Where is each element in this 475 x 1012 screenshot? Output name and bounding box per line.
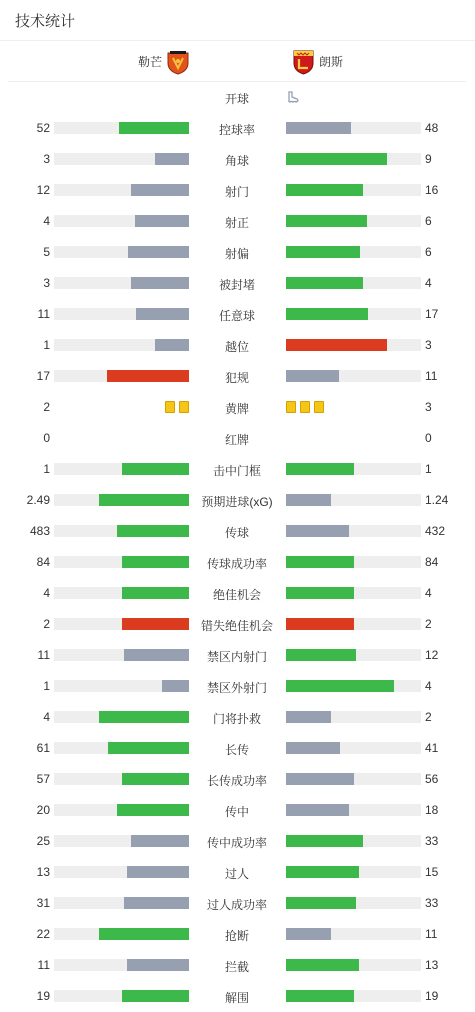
away-stat-bar bbox=[286, 742, 340, 754]
home-stat-bar-track bbox=[54, 122, 189, 134]
home-stat-bar bbox=[128, 246, 189, 258]
away-stat-value: 2 bbox=[425, 617, 432, 631]
home-stat-bar-track bbox=[54, 339, 189, 351]
stat-row bbox=[0, 608, 475, 639]
away-stat-bar bbox=[286, 370, 339, 382]
away-stat-value: 18 bbox=[425, 803, 439, 817]
stat-row bbox=[0, 205, 475, 236]
home-stat-value: 4 bbox=[43, 214, 50, 228]
home-stat-bar bbox=[119, 122, 189, 134]
home-stat-bar-track bbox=[54, 525, 189, 537]
away-stat-value: 3 bbox=[425, 400, 432, 414]
home-stat-bar-track bbox=[54, 494, 189, 506]
home-stat-value: 1 bbox=[43, 679, 50, 693]
home-stat-value: 61 bbox=[36, 741, 50, 755]
stat-label: 错失绝佳机会 bbox=[200, 619, 273, 633]
football-boot-icon bbox=[286, 90, 300, 104]
stat-row bbox=[0, 701, 475, 732]
away-stat-bar-track bbox=[286, 494, 421, 506]
stat-label: 任意球 bbox=[218, 309, 255, 323]
home-stat-bar bbox=[155, 339, 189, 351]
home-stat-value: 3 bbox=[43, 276, 50, 290]
away-stat-bar bbox=[286, 215, 367, 227]
stat-row bbox=[0, 980, 475, 1011]
stat-label: 禁区外射门 bbox=[206, 681, 267, 695]
home-stat-value: 57 bbox=[36, 772, 50, 786]
home-stat-bar bbox=[162, 680, 189, 692]
away-stat-bar bbox=[286, 525, 349, 537]
home-stat-bar-track bbox=[54, 246, 189, 258]
teams-row bbox=[8, 41, 466, 82]
stat-label: 拦截 bbox=[224, 960, 249, 974]
away-stat-bar bbox=[286, 587, 354, 599]
stat-row bbox=[0, 763, 475, 794]
away-stat-bar bbox=[286, 928, 331, 940]
away-stat-value: 84 bbox=[425, 555, 439, 569]
away-stat-bar-track bbox=[286, 308, 421, 320]
yellow-card-icon bbox=[179, 401, 189, 413]
away-cards bbox=[286, 401, 324, 413]
home-stat-value: 84 bbox=[36, 555, 50, 569]
home-stat-value: 2.49 bbox=[26, 493, 50, 507]
away-stat-bar bbox=[286, 339, 387, 351]
home-stat-bar bbox=[131, 835, 189, 847]
away-stat-value: 1.24 bbox=[425, 493, 449, 507]
stat-row bbox=[0, 360, 475, 391]
home-stat-bar bbox=[122, 773, 190, 785]
home-stat-value: 4 bbox=[43, 586, 50, 600]
yellow-card-icon bbox=[300, 401, 310, 413]
home-stat-value: 19 bbox=[36, 989, 50, 1003]
yellow-card-icon bbox=[314, 401, 324, 413]
stat-row bbox=[0, 422, 475, 453]
away-stat-bar-track bbox=[286, 804, 421, 816]
home-stat-bar-track bbox=[54, 153, 189, 165]
away-stat-value: 4 bbox=[425, 276, 432, 290]
away-stat-bar bbox=[286, 494, 331, 506]
home-stat-bar-track bbox=[54, 773, 189, 785]
away-stat-bar bbox=[286, 711, 331, 723]
home-stat-bar-track bbox=[54, 618, 189, 630]
stat-label: 传中 bbox=[224, 805, 249, 819]
stat-row bbox=[0, 143, 475, 174]
stat-row bbox=[0, 236, 475, 267]
home-stat-bar bbox=[99, 711, 189, 723]
stat-label: 预期进球(xG) bbox=[201, 495, 273, 509]
stat-label: 射门 bbox=[224, 185, 249, 199]
home-stat-value: 12 bbox=[36, 183, 50, 197]
home-stat-bar-track bbox=[54, 990, 189, 1002]
home-stat-value: 2 bbox=[43, 400, 50, 414]
away-stat-value: 0 bbox=[425, 431, 432, 445]
stat-row bbox=[0, 577, 475, 608]
stat-label: 长传成功率 bbox=[206, 774, 267, 788]
home-stat-value: 483 bbox=[29, 524, 50, 538]
home-stat-bar bbox=[122, 463, 190, 475]
stat-row bbox=[0, 825, 475, 856]
stat-label: 过人 bbox=[224, 867, 249, 881]
away-stat-bar-track bbox=[286, 928, 421, 940]
away-stat-bar-track bbox=[286, 649, 421, 661]
away-stat-bar-track bbox=[286, 618, 421, 630]
home-stat-bar bbox=[155, 153, 189, 165]
stat-label: 越位 bbox=[224, 340, 249, 354]
away-stat-bar bbox=[286, 277, 363, 289]
away-stat-bar-track bbox=[286, 370, 421, 382]
home-stat-bar-track bbox=[54, 587, 189, 599]
home-stat-value: 2 bbox=[43, 617, 50, 631]
away-stat-bar bbox=[286, 804, 349, 816]
home-stat-bar bbox=[122, 618, 190, 630]
away-stat-bar-track bbox=[286, 215, 421, 227]
away-stat-value: 12 bbox=[425, 648, 439, 662]
away-stat-bar bbox=[286, 680, 394, 692]
home-stat-value: 1 bbox=[43, 462, 50, 476]
away-stat-value: 6 bbox=[425, 245, 432, 259]
home-stat-value: 4 bbox=[43, 710, 50, 724]
home-stat-bar bbox=[127, 866, 189, 878]
away-stat-bar-track bbox=[286, 277, 421, 289]
stat-label: 门将扑救 bbox=[212, 712, 261, 726]
stat-row bbox=[0, 515, 475, 546]
away-stat-bar-track bbox=[286, 959, 421, 971]
home-stat-bar bbox=[131, 184, 189, 196]
home-stat-bar bbox=[124, 649, 189, 661]
home-stat-bar bbox=[108, 742, 189, 754]
home-stat-bar-track bbox=[54, 556, 189, 568]
stat-row bbox=[0, 918, 475, 949]
stat-label: 被封堵 bbox=[218, 278, 255, 292]
home-stat-bar-track bbox=[54, 711, 189, 723]
away-stat-bar-track bbox=[286, 773, 421, 785]
home-stat-bar bbox=[127, 959, 189, 971]
stat-label: 射正 bbox=[224, 216, 249, 230]
away-stat-bar-track bbox=[286, 742, 421, 754]
home-stat-bar bbox=[135, 215, 189, 227]
away-stat-bar bbox=[286, 463, 354, 475]
away-stat-bar-track bbox=[286, 711, 421, 723]
away-stat-value: 16 bbox=[425, 183, 439, 197]
away-stat-value: 11 bbox=[425, 369, 438, 383]
home-stat-bar-track bbox=[54, 835, 189, 847]
home-stat-bar-track bbox=[54, 463, 189, 475]
stat-label: 禁区内射门 bbox=[206, 650, 267, 664]
stat-label: 过人成功率 bbox=[206, 898, 267, 912]
home-stat-value: 17 bbox=[36, 369, 50, 383]
home-stat-value: 13 bbox=[36, 865, 50, 879]
home-stat-bar-track bbox=[54, 277, 189, 289]
stat-row bbox=[0, 453, 475, 484]
home-stat-bar-track bbox=[54, 215, 189, 227]
away-stat-bar bbox=[286, 649, 356, 661]
home-stat-bar-track bbox=[54, 897, 189, 909]
home-stat-bar-track bbox=[54, 370, 189, 382]
away-stat-bar bbox=[286, 773, 354, 785]
page-title: 技术统计 bbox=[15, 13, 76, 30]
home-stat-bar-track bbox=[54, 804, 189, 816]
home-stat-bar-track bbox=[54, 866, 189, 878]
home-stat-value: 11 bbox=[37, 648, 50, 662]
kickoff-label: 开球 bbox=[224, 92, 249, 106]
away-team-crest-icon[interactable] bbox=[293, 48, 314, 75]
stat-row bbox=[0, 887, 475, 918]
kickoff-row bbox=[0, 82, 475, 111]
stat-row bbox=[0, 112, 475, 143]
away-stat-value: 19 bbox=[425, 989, 439, 1003]
away-stat-value: 17 bbox=[425, 307, 439, 321]
stat-label: 传中成功率 bbox=[206, 836, 267, 850]
stat-label: 传球 bbox=[224, 526, 249, 540]
home-stat-bar-track bbox=[54, 184, 189, 196]
away-stat-bar-track bbox=[286, 525, 421, 537]
home-stat-bar bbox=[122, 556, 190, 568]
away-stat-bar bbox=[286, 246, 360, 258]
stats-header bbox=[0, 0, 475, 41]
stat-label: 抢断 bbox=[224, 929, 249, 943]
stat-label: 解围 bbox=[224, 991, 249, 1005]
away-stat-value: 48 bbox=[425, 121, 439, 135]
away-stat-value: 41 bbox=[425, 741, 439, 755]
stat-row bbox=[0, 949, 475, 980]
away-stat-bar bbox=[286, 556, 354, 568]
away-stat-value: 13 bbox=[425, 958, 439, 972]
stat-row bbox=[0, 329, 475, 360]
away-stat-value: 2 bbox=[425, 710, 432, 724]
away-stat-bar-track bbox=[286, 556, 421, 568]
home-stat-value: 22 bbox=[36, 927, 50, 941]
home-stat-bar-track bbox=[54, 959, 189, 971]
away-stat-bar bbox=[286, 618, 354, 630]
stat-label: 长传 bbox=[224, 743, 249, 757]
away-stat-bar bbox=[286, 866, 359, 878]
away-stat-value: 15 bbox=[425, 865, 439, 879]
stat-label: 击中门框 bbox=[212, 464, 261, 478]
home-stat-bar bbox=[117, 804, 189, 816]
home-stat-value: 5 bbox=[43, 245, 50, 259]
stat-row bbox=[0, 298, 475, 329]
stat-row bbox=[0, 484, 475, 515]
away-stat-value: 6 bbox=[425, 214, 432, 228]
away-stat-value: 432 bbox=[425, 524, 446, 538]
away-stat-bar-track bbox=[286, 153, 421, 165]
home-stat-bar-track bbox=[54, 742, 189, 754]
home-stat-bar-track bbox=[54, 649, 189, 661]
away-stat-bar-track bbox=[286, 990, 421, 1002]
away-stat-bar bbox=[286, 122, 351, 134]
away-stat-bar-track bbox=[286, 587, 421, 599]
stat-label: 射偏 bbox=[224, 247, 249, 261]
home-stat-value: 1 bbox=[43, 338, 50, 352]
stat-label: 红牌 bbox=[224, 433, 249, 447]
away-stat-value: 56 bbox=[425, 772, 439, 786]
away-stat-bar-track bbox=[286, 184, 421, 196]
home-stat-value: 31 bbox=[36, 896, 50, 910]
home-stat-value: 3 bbox=[43, 152, 50, 166]
away-stat-bar bbox=[286, 835, 363, 847]
away-stat-bar bbox=[286, 897, 356, 909]
away-stat-bar-track bbox=[286, 680, 421, 692]
home-stat-bar bbox=[131, 277, 189, 289]
home-stat-value: 0 bbox=[43, 431, 50, 445]
home-team-crest-icon[interactable] bbox=[166, 49, 190, 75]
home-stat-bar bbox=[124, 897, 189, 909]
stat-row bbox=[0, 174, 475, 205]
away-stat-value: 11 bbox=[425, 927, 438, 941]
home-stat-bar-track bbox=[54, 308, 189, 320]
home-stat-bar bbox=[117, 525, 189, 537]
away-team-name[interactable]: 朗斯 bbox=[319, 55, 344, 69]
away-stat-value: 33 bbox=[425, 834, 439, 848]
yellow-card-icon bbox=[165, 401, 175, 413]
away-stat-value: 4 bbox=[425, 586, 432, 600]
away-stat-value: 3 bbox=[425, 338, 432, 352]
stat-label: 角球 bbox=[224, 154, 249, 168]
away-stat-bar-track bbox=[286, 122, 421, 134]
away-stat-bar bbox=[286, 990, 354, 1002]
stat-label: 控球率 bbox=[218, 123, 255, 137]
home-team-name[interactable]: 勒芒 bbox=[137, 55, 162, 69]
home-stat-bar bbox=[99, 928, 189, 940]
home-stat-bar bbox=[122, 990, 190, 1002]
stat-row bbox=[0, 546, 475, 577]
away-stat-value: 9 bbox=[425, 152, 432, 166]
stat-row bbox=[0, 670, 475, 701]
home-stat-value: 11 bbox=[37, 307, 50, 321]
yellow-card-icon bbox=[286, 401, 296, 413]
stat-row bbox=[0, 856, 475, 887]
away-stat-value: 4 bbox=[425, 679, 432, 693]
away-stat-value: 1 bbox=[425, 462, 432, 476]
away-stat-bar bbox=[286, 153, 387, 165]
home-stat-bar bbox=[122, 587, 190, 599]
away-stat-bar-track bbox=[286, 866, 421, 878]
away-stat-bar-track bbox=[286, 339, 421, 351]
home-stat-bar-track bbox=[54, 680, 189, 692]
home-stat-value: 20 bbox=[36, 803, 50, 817]
away-stat-value: 33 bbox=[425, 896, 439, 910]
away-stat-bar bbox=[286, 959, 359, 971]
home-stat-value: 25 bbox=[36, 834, 50, 848]
stat-row bbox=[0, 732, 475, 763]
home-stat-bar bbox=[107, 370, 189, 382]
stat-label: 绝佳机会 bbox=[212, 588, 261, 602]
stat-row bbox=[0, 639, 475, 670]
home-stat-value: 11 bbox=[37, 958, 50, 972]
home-stat-bar-track bbox=[54, 928, 189, 940]
away-stat-bar-track bbox=[286, 246, 421, 258]
away-stat-bar bbox=[286, 308, 368, 320]
home-stat-value: 52 bbox=[36, 121, 50, 135]
stat-label: 传球成功率 bbox=[206, 557, 267, 571]
away-stat-bar-track bbox=[286, 463, 421, 475]
home-stat-bar bbox=[99, 494, 189, 506]
away-stat-bar-track bbox=[286, 897, 421, 909]
stat-row bbox=[0, 391, 475, 422]
stat-label: 犯规 bbox=[224, 371, 249, 385]
away-stat-bar-track bbox=[286, 835, 421, 847]
away-stat-bar bbox=[286, 184, 363, 196]
stat-label: 黄牌 bbox=[224, 402, 249, 416]
home-cards bbox=[165, 401, 189, 413]
stat-row bbox=[0, 267, 475, 298]
home-stat-bar bbox=[136, 308, 189, 320]
stat-row bbox=[0, 794, 475, 825]
